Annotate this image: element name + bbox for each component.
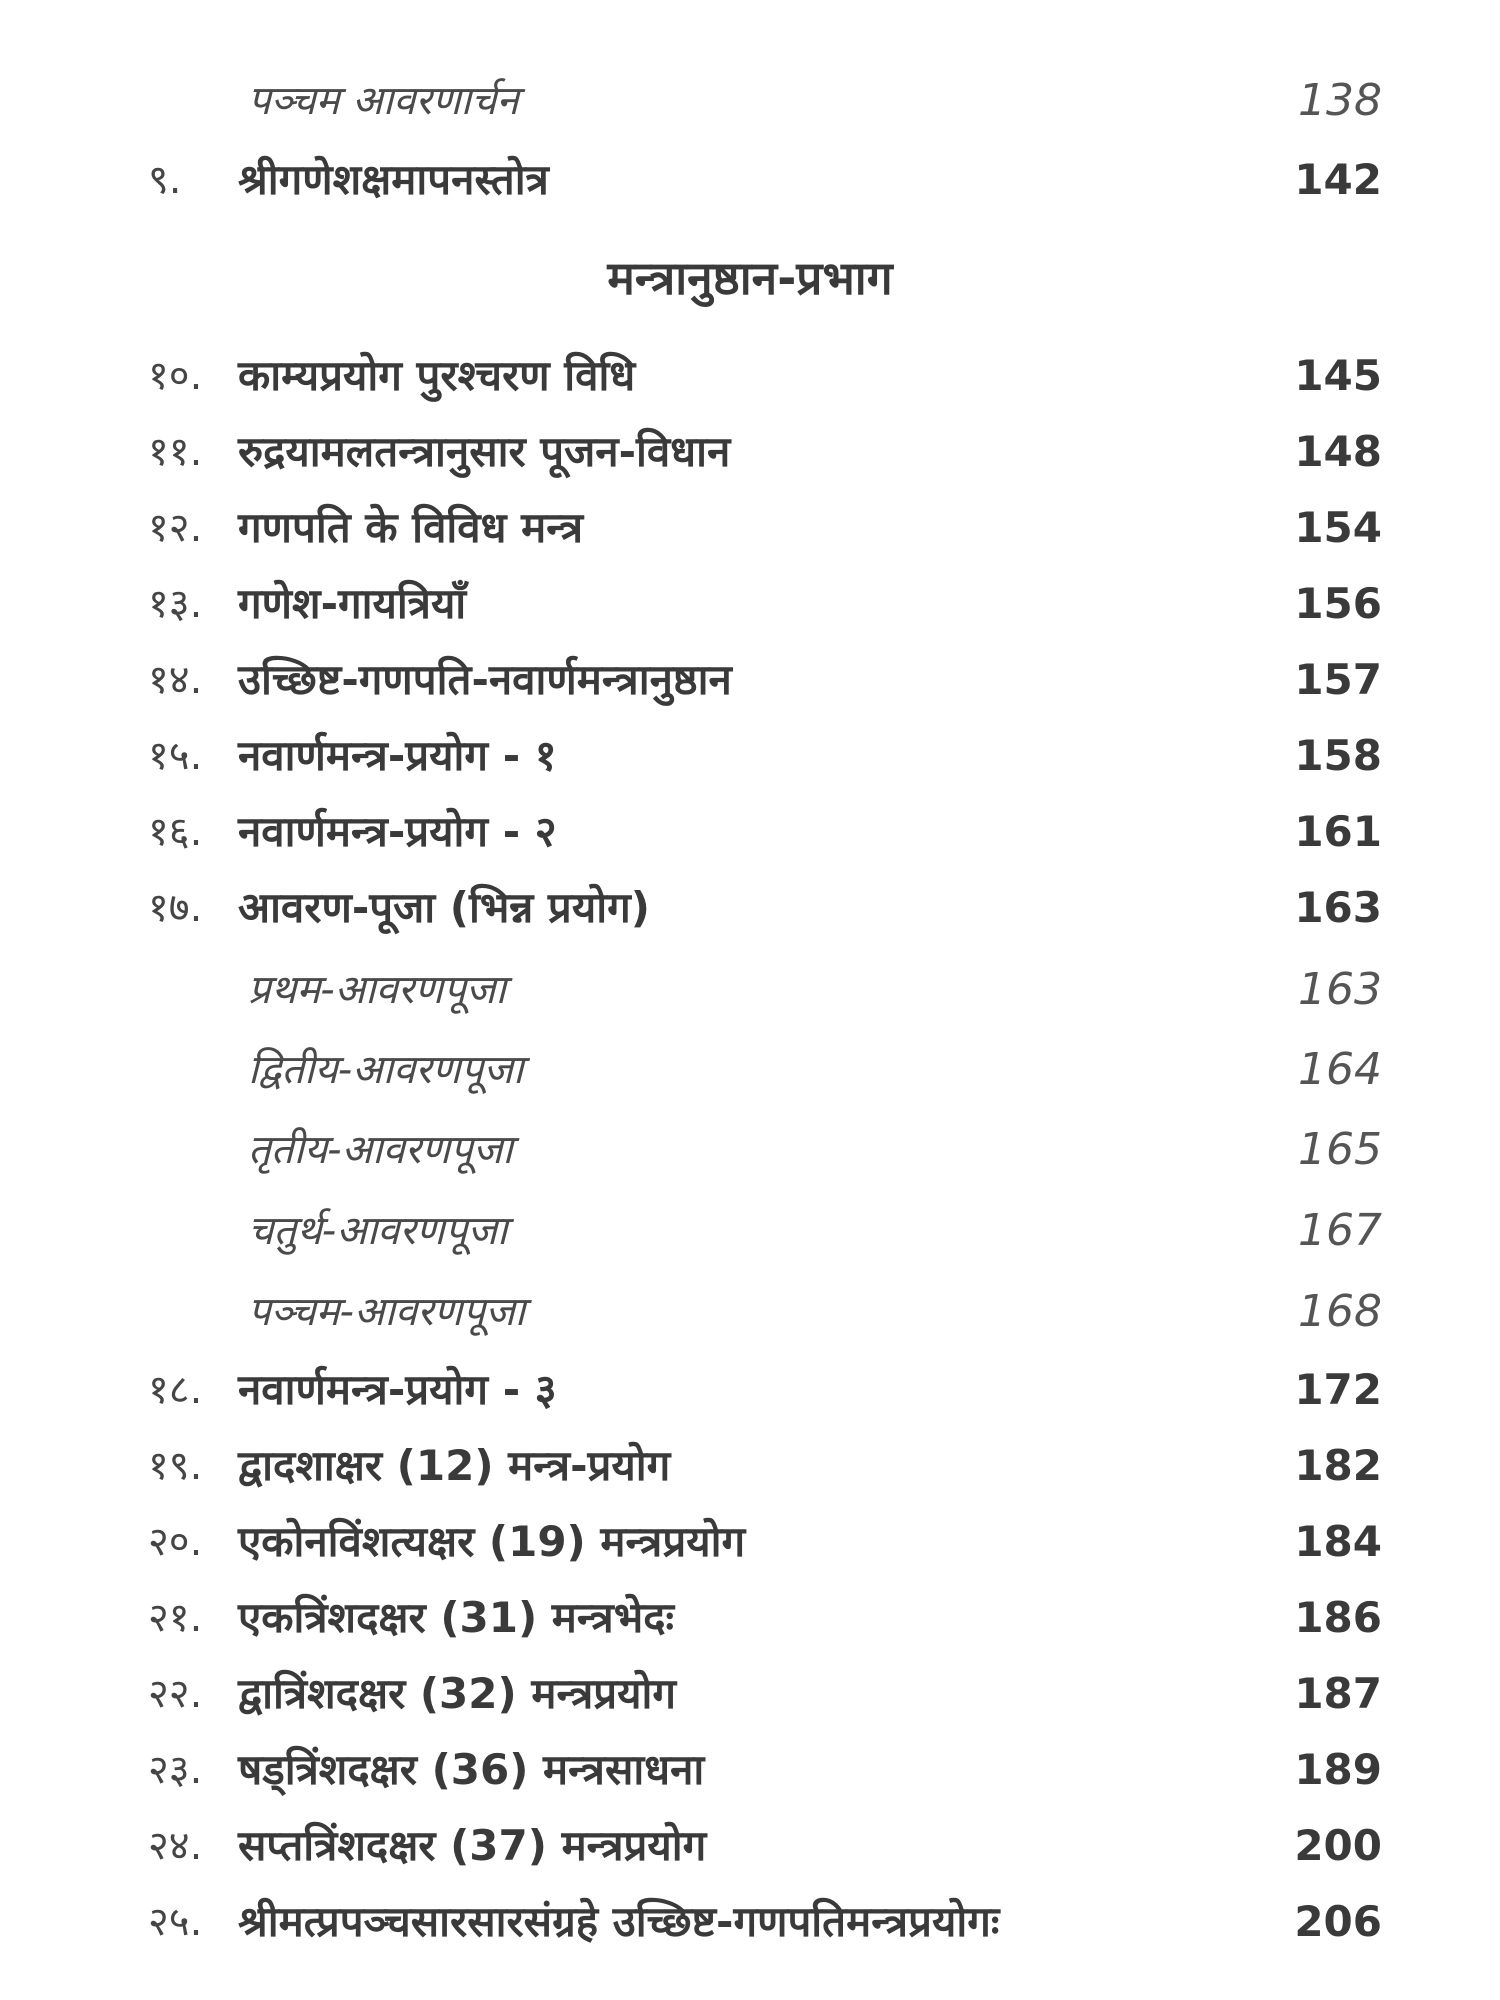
entry-page-number: 167	[1298, 1205, 1382, 1256]
toc-entry	[0, 1586, 1500, 1650]
entry-number: २३.	[148, 1747, 203, 1793]
toc-entry	[0, 69, 1500, 133]
entry-title: नवार्णमन्त्र-प्रयोग - ३	[238, 1365, 557, 1414]
entry-title: प्रथम-आवरणपूजा	[248, 967, 506, 1013]
entry-title: चतुर्थ-आवरणपूजा	[248, 1208, 508, 1254]
entry-title: गणेश-गायत्रियाँ	[238, 579, 467, 628]
toc-entry	[0, 1510, 1500, 1574]
entry-page-number: 200	[1294, 1821, 1382, 1870]
entry-title: पञ्चम-आवरणपूजा	[248, 1289, 526, 1335]
toc-entry	[0, 1890, 1500, 1954]
entry-title: सप्तत्रिंशदक्षर (37) मन्त्रप्रयोग	[238, 1821, 707, 1870]
toc-entry	[0, 800, 1500, 864]
entry-page-number: 187	[1294, 1669, 1382, 1718]
toc-subentry	[0, 1199, 1500, 1263]
entry-title: षड्त्रिंशदक्षर (36) मन्त्रसाधना	[238, 1745, 705, 1794]
toc-entry	[0, 1662, 1500, 1726]
entry-title: काम्यप्रयोग पुरश्चरण विधि	[238, 351, 636, 400]
entry-title: उच्छिष्ट-गणपति-नवार्णमन्त्रानुष्ठान	[238, 655, 732, 704]
entry-number: २४.	[148, 1823, 203, 1869]
entry-number: १५.	[148, 733, 203, 779]
entry-number: २५.	[148, 1899, 203, 1945]
entry-page-number: 148	[1294, 427, 1382, 476]
entry-page-number: 189	[1294, 1745, 1382, 1794]
toc-entry	[0, 1434, 1500, 1498]
entry-page-number: 186	[1294, 1593, 1382, 1642]
entry-title: एकोनविंशत्यक्षर (19) मन्त्रप्रयोग	[238, 1517, 746, 1566]
entry-title: द्वादशाक्षर (12) मन्त्र-प्रयोग	[238, 1441, 671, 1490]
entry-number: १२.	[148, 505, 203, 551]
entry-title: आवरण-पूजा (भिन्न प्रयोग)	[238, 883, 650, 932]
entry-number: १७.	[148, 885, 203, 931]
entry-title: पञ्चम आवरणार्चन	[248, 78, 519, 124]
entry-title: द्वितीय-आवरणपूजा	[248, 1047, 524, 1093]
entry-page-number: 142	[1294, 155, 1382, 204]
toc-subentry	[0, 1280, 1500, 1344]
entry-page-number: 182	[1294, 1441, 1382, 1490]
section-heading: मन्त्रानुष्ठान-प्रभाग	[607, 251, 893, 305]
entry-page-number: 164	[1298, 1044, 1382, 1095]
entry-title: रुद्रयामलतन्त्रानुसार पूजन-विधान	[238, 427, 731, 476]
toc-entry	[0, 1358, 1500, 1422]
toc-entry	[0, 876, 1500, 940]
toc-entry	[0, 1738, 1500, 1802]
entry-page-number: 184	[1294, 1517, 1382, 1566]
toc-entry	[0, 648, 1500, 712]
entry-number: १०.	[148, 353, 203, 399]
entry-page-number: 157	[1294, 655, 1382, 704]
entry-number: ११.	[148, 429, 203, 475]
toc-subentry	[0, 1118, 1500, 1182]
toc-entry	[0, 724, 1500, 788]
entry-page-number: 163	[1298, 964, 1382, 1015]
entry-number: १८.	[148, 1367, 203, 1413]
toc-entry	[0, 572, 1500, 636]
entry-page-number: 172	[1294, 1365, 1382, 1414]
entry-number: २२.	[148, 1671, 203, 1717]
toc-entry	[0, 496, 1500, 560]
entry-page-number: 156	[1294, 579, 1382, 628]
entry-title: एकत्रिंशदक्षर (31) मन्त्रभेदः	[238, 1593, 675, 1642]
entry-number: १४.	[148, 657, 203, 703]
entry-title: नवार्णमन्त्र-प्रयोग - १	[238, 731, 557, 780]
entry-page-number: 154	[1294, 503, 1382, 552]
entry-title: श्रीगणेशक्षमापनस्तोत्र	[238, 155, 549, 204]
toc-subentry	[0, 958, 1500, 1022]
entry-page-number: 145	[1294, 351, 1382, 400]
entry-number: १३.	[148, 581, 203, 627]
entry-title: श्रीमत्प्रपञ्चसारसारसंग्रहे उच्छिष्ट-गणपतिमन्त्रप्रयोगः	[238, 1897, 1000, 1946]
entry-title: नवार्णमन्त्र-प्रयोग - २	[238, 807, 557, 856]
entry-page-number: 158	[1294, 731, 1382, 780]
entry-number: १६.	[148, 809, 203, 855]
entry-number: ९.	[148, 157, 182, 203]
toc-entry	[0, 344, 1500, 408]
entry-page-number: 161	[1294, 807, 1382, 856]
entry-title: तृतीय-आवरणपूजा	[248, 1127, 513, 1173]
toc-entry	[0, 148, 1500, 212]
entry-title: गणपति के विविध मन्त्र	[238, 503, 584, 552]
entry-page-number: 206	[1294, 1897, 1382, 1946]
toc-entry	[0, 420, 1500, 484]
entry-page-number: 138	[1298, 75, 1382, 126]
entry-page-number: 163	[1294, 883, 1382, 932]
entry-number: १९.	[148, 1443, 203, 1489]
entry-number: २०.	[148, 1519, 203, 1565]
entry-page-number: 168	[1298, 1286, 1382, 1337]
toc-entry	[0, 1814, 1500, 1878]
toc-subentry	[0, 1038, 1500, 1102]
entry-title: द्वात्रिंशदक्षर (32) मन्त्रप्रयोग	[238, 1669, 677, 1718]
entry-page-number: 165	[1298, 1124, 1382, 1175]
entry-number: २१.	[148, 1595, 203, 1641]
